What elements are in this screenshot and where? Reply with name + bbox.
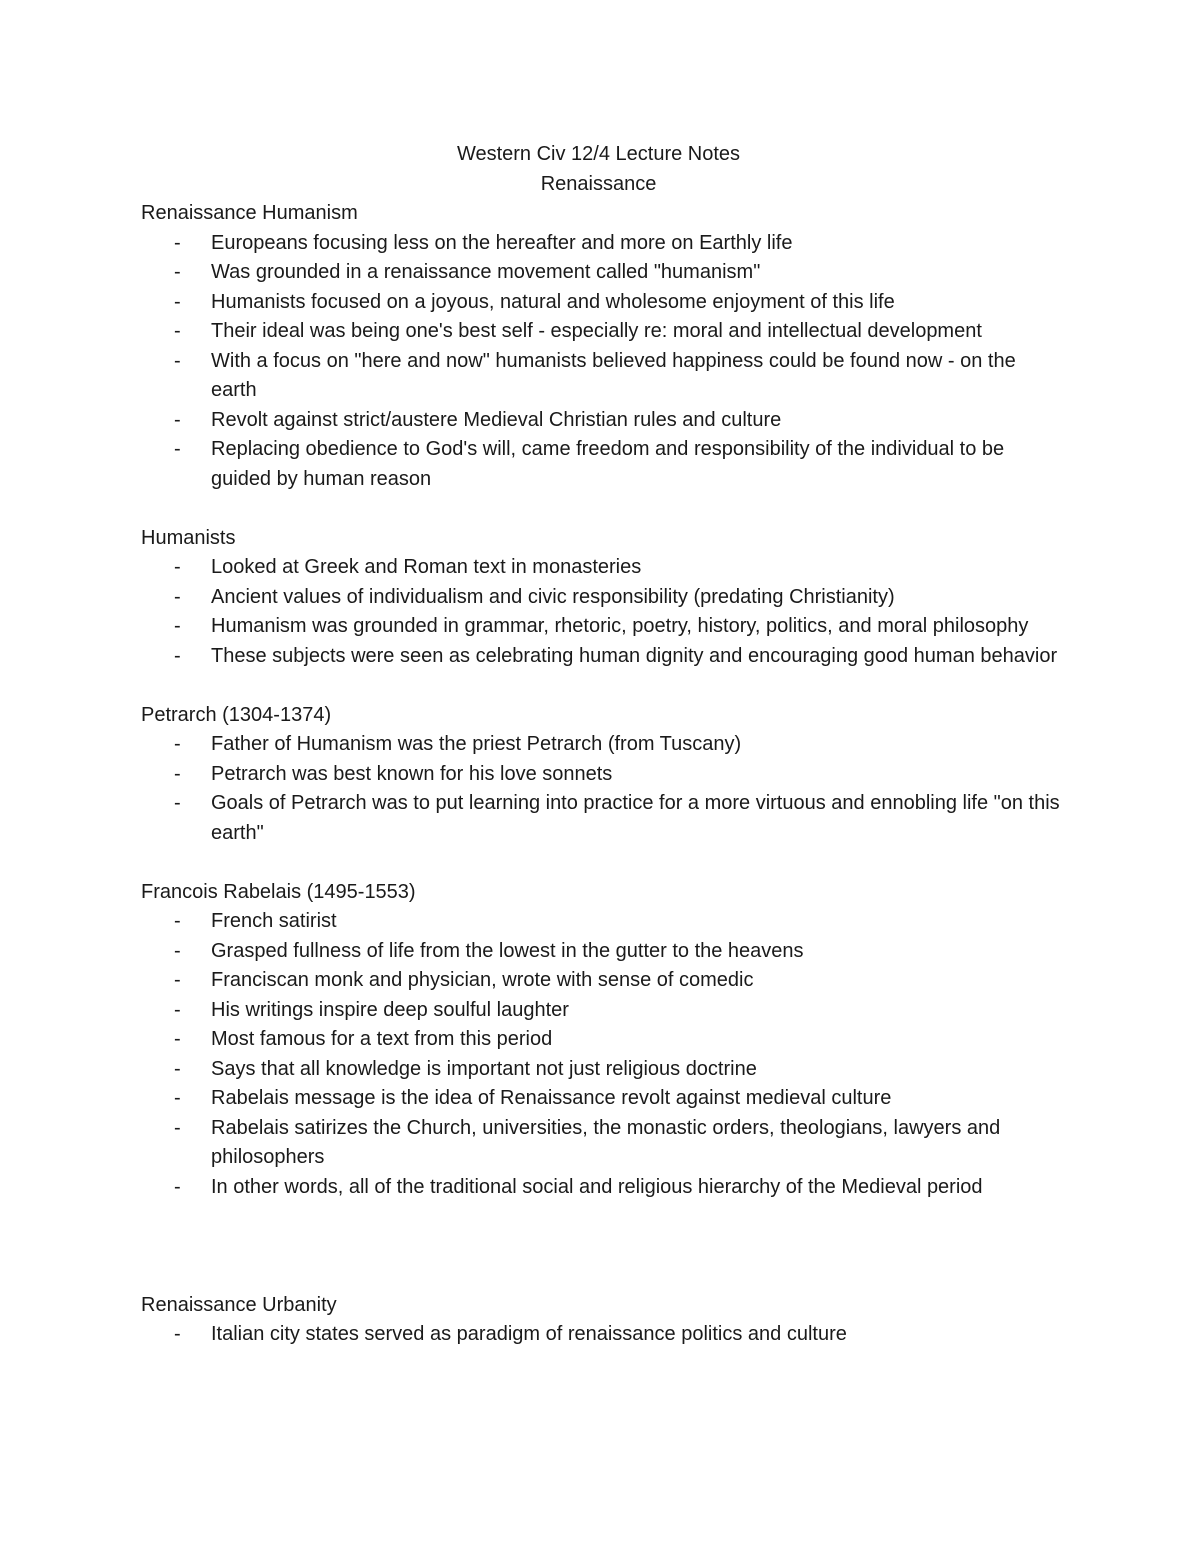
bullet-dash: - [174, 998, 181, 1021]
bullet-dash: - [174, 231, 181, 254]
bullet-text: Was grounded in a renaissance movement called "humanism" [211, 261, 761, 283]
bullet-dash: - [174, 615, 181, 637]
bullet-text: Most famous for a text from this period [211, 1028, 553, 1050]
bullet-item [141, 229, 1061, 259]
bullet-item [141, 730, 1061, 760]
section-heading: Francois Rabelais (1495-1553) [141, 880, 416, 903]
bullet-dash: - [174, 408, 181, 431]
bullet-item [141, 435, 1061, 494]
bullet-item [141, 1025, 1061, 1055]
bullet-item [141, 583, 1061, 613]
bullet-item [141, 1173, 1061, 1203]
bullet-item [141, 907, 1061, 937]
bullet-text: Replacing obedience to God's will, came freedom and responsibility of the individual to be guided by human reason [211, 438, 1005, 490]
bullet-dash: - [174, 438, 181, 460]
bullet-dash: - [174, 261, 181, 283]
bullet-text: Italian city states served as paradigm of renaissance politics and culture [211, 1323, 847, 1345]
bullet-item [141, 642, 1061, 672]
bullet-dash: - [174, 1057, 181, 1080]
bullet-dash: - [174, 585, 181, 608]
bullet-text: Looked at Greek and Roman text in monasteries [211, 556, 642, 578]
document-subtitle: Renaissance [540, 172, 657, 195]
bullet-item [141, 1055, 1061, 1085]
bullet-dash: - [174, 644, 181, 667]
section-petrarch [141, 701, 1061, 849]
bullet-text: Grasped fullness of life from the lowest in the gutter to the heavens [211, 939, 804, 962]
bullet-dash: - [174, 320, 181, 342]
bullet-item [141, 996, 1061, 1026]
paragraph-spacer [141, 1202, 1061, 1291]
bullet-dash: - [174, 969, 181, 991]
bullet-text: Says that all knowledge is important not just religious doctrine [211, 1057, 757, 1080]
paragraph-spacer [141, 848, 1061, 878]
bullet-text: Petrarch was best known for his love sonnets [211, 762, 613, 785]
bullet-item [141, 1084, 1061, 1114]
bullet-dash: - [174, 1028, 181, 1050]
bullet-item [141, 937, 1061, 967]
bullet-dash: - [174, 1175, 181, 1198]
section-heading: Renaissance Humanism [141, 202, 358, 224]
bullet-dash: - [174, 349, 181, 372]
bullet-list [141, 1320, 1061, 1350]
bullet-dash: - [174, 556, 181, 578]
paragraph-spacer [141, 494, 1061, 524]
bullet-item [141, 760, 1061, 790]
bullet-text: Humanism was grounded in grammar, rhetoric, poetry, history, politics, and moral philosophy [211, 615, 1029, 637]
section-heading: Renaissance Urbanity [141, 1293, 337, 1316]
bullet-list [141, 553, 1061, 671]
bullet-item [141, 258, 1061, 288]
bullet-text: Their ideal was being one's best self - especially re: moral and intellectual development [211, 320, 982, 342]
bullet-text: Revolt against strict/austere Medieval Christian rules and culture [211, 408, 782, 431]
bullet-text: Ancient values of individualism and civic responsibility (predating Christianity) [211, 585, 895, 608]
bullet-dash: - [174, 1116, 181, 1139]
bullet-text: Rabelais message is the idea of Renaissance revolt against medieval culture [211, 1087, 892, 1109]
bullet-text: Goals of Petrarch was to put learning into practice for a more virtuous and ennobling life "on this earth" [211, 792, 1060, 844]
document-body [141, 140, 1061, 1350]
bullet-item [141, 612, 1061, 642]
bullet-dash: - [174, 1087, 181, 1109]
bullet-dash: - [174, 290, 181, 313]
section-heading: Humanists [141, 526, 236, 549]
bullet-dash: - [174, 1323, 181, 1345]
bullet-dash: - [174, 792, 181, 814]
section-heading: Petrarch (1304-1374) [141, 703, 332, 726]
bullet-list [141, 907, 1061, 1202]
bullet-dash: - [174, 910, 181, 932]
bullet-dash: - [174, 939, 181, 962]
section-renaissance-humanism [141, 199, 1061, 494]
bullet-item [141, 553, 1061, 583]
bullet-text: Europeans focusing less on the hereafter and more on Earthly life [211, 231, 793, 254]
paragraph-spacer [141, 671, 1061, 701]
bullet-dash: - [174, 762, 181, 785]
bullet-item [141, 317, 1061, 347]
bullet-item [141, 789, 1061, 848]
bullet-item [141, 288, 1061, 318]
section-humanists [141, 524, 1061, 672]
section-renaissance-urbanity [141, 1291, 1061, 1350]
bullet-item [141, 406, 1061, 436]
bullet-dash: - [174, 733, 181, 755]
bullet-text: French satirist [211, 910, 337, 932]
bullet-text: Franciscan monk and physician, wrote with sense of comedic [211, 969, 754, 991]
bullet-text: Rabelais satirizes the Church, universities, the monastic orders, theologians, lawyers and philosophers [211, 1116, 1001, 1168]
bullet-text: His writings inspire deep soulful laughter [211, 998, 569, 1021]
bullet-text: These subjects were seen as celebrating human dignity and encouraging good human behavior [211, 644, 1058, 667]
bullet-list [141, 730, 1061, 848]
bullet-text: Father of Humanism was the priest Petrarch (from Tuscany) [211, 733, 742, 755]
bullet-item [141, 966, 1061, 996]
bullet-item [141, 347, 1061, 406]
bullet-item [141, 1320, 1061, 1350]
bullet-text: In other words, all of the traditional social and religious hierarchy of the Medieval period [211, 1175, 983, 1198]
section-rabelais [141, 878, 1061, 1203]
document-title: Western Civ 12/4 Lecture Notes [456, 143, 741, 165]
bullet-item [141, 1114, 1061, 1173]
bullet-list [141, 229, 1061, 495]
bullet-text: With a focus on "here and now" humanists believed happiness could be found now - on the earth [211, 349, 1016, 401]
bullet-text: Humanists focused on a joyous, natural and wholesome enjoyment of this life [211, 290, 895, 313]
